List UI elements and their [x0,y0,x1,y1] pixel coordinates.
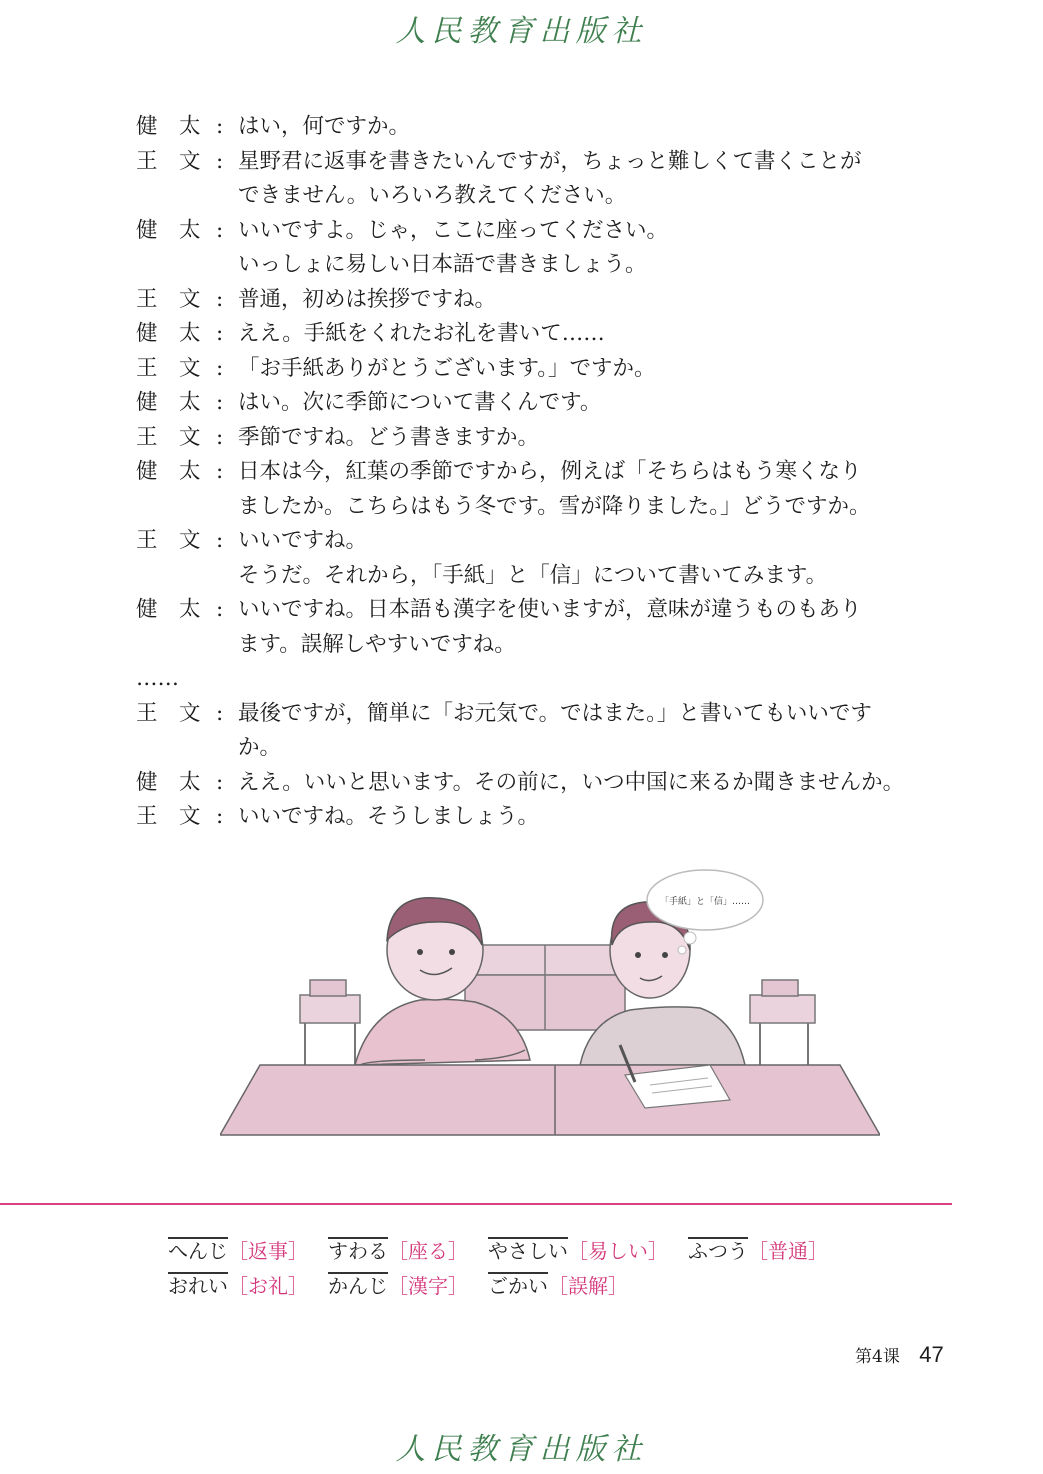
speaker-colon: : [216,597,224,622]
speaker-colon: : [216,528,224,553]
bubble-text: 「手紙」と「信」…… [659,897,751,907]
utterance [238,214,956,283]
dialogue-line [136,214,956,283]
speaker-name: 健 太 [136,390,201,415]
utterance-line: ええ。手紙をくれたお礼を書いて…… [238,321,605,346]
dialogue-line [136,766,956,801]
dialogue-line [136,110,956,145]
utterance [238,283,956,318]
utterance-line: 星野君に返事を書きたいんですが，ちょっと難しくて書くことが [238,148,862,174]
utterance-line: 「お手紙ありがとうございます。」ですか。 [238,355,656,381]
utterance-line: できません。いろいろ教えてください。 [238,183,627,208]
utterance [238,352,956,387]
speaker-name: 健 太 [136,321,201,346]
utterance-line: いいですね。そうしましょう。 [238,804,540,829]
vocabulary-kanji: ［お礼］ [228,1274,308,1298]
dialogue-line [136,317,956,352]
utterance-line: いいですよ。じゃ，ここに座ってください。 [238,217,669,243]
vocabulary-item [168,1269,308,1304]
vocabulary-item [688,1234,828,1269]
utterance-line: はい。次に季節について書くんです。 [238,390,602,415]
speaker-name: 王 文 [136,528,201,553]
vocabulary-kanji: ［誤解］ [548,1274,628,1298]
speaker-name: 王 文 [136,804,201,829]
utterance-line: 普通，初めは挨拶ですね。 [238,286,497,312]
dialogue-line [136,421,956,456]
speaker-name: 健 太 [136,769,201,795]
right-desk [750,995,815,1023]
vocabulary-reading: かんじ [328,1274,388,1298]
vocabulary-kanji: ［易しい］ [568,1239,668,1263]
speaker-name: 王 文 [136,286,201,312]
divider-line [0,1203,952,1205]
vocabulary-item [328,1269,468,1304]
speaker-name: 健 太 [136,597,201,622]
utterance-line: 日本は今，紅葉の季節ですから，例えば「そちらはもう寒くなり [238,459,862,484]
classroom-illustration [220,860,880,1140]
dialogue-line [136,145,956,214]
utterance-line: はい，何ですか。 [238,114,411,139]
utterance-line: ましたか。こちらはもう冬です。雪が降りました。」どうですか。 [238,493,871,519]
vocabulary-row [168,1234,848,1269]
speaker-colon: : [216,769,224,795]
vocabulary-item [168,1234,308,1269]
dialogue-line [136,800,956,835]
dialogue-line [136,283,956,318]
vocabulary-kanji: ［漢字］ [388,1274,468,1298]
dialogue-line [136,524,956,593]
page-footer [855,1342,944,1368]
vocabulary-item [488,1269,628,1304]
utterance [238,524,956,593]
vocabulary-reading: すわる [328,1239,388,1263]
vocabulary-reading: おれい [168,1274,228,1298]
speaker-name: 王 文 [136,148,201,174]
utterance [238,386,956,421]
utterance [238,593,956,662]
utterance [238,697,956,766]
utterance-line: か。 [238,735,282,760]
vocabulary-item [328,1234,468,1269]
speaker-colon: : [216,114,224,139]
speaker-colon: : [216,459,224,484]
utterance [238,421,956,456]
front-table [220,1065,880,1135]
speaker-name: 健 太 [136,217,201,243]
vocabulary-row [168,1269,848,1304]
vocabulary-reading: ふつう [688,1239,748,1263]
speaker-name: 王 文 [136,355,201,381]
speaker-colon: : [216,148,224,174]
page-number: 47 [919,1342,944,1367]
speaker-colon: : [216,804,224,829]
utterance [238,455,956,524]
dialogue [136,110,956,835]
speaker-name: 王 文 [136,700,201,726]
utterance [238,766,956,801]
speaker-name: 健 太 [136,114,201,139]
utterance-line: ます。誤解しやすいですね。 [238,631,516,657]
vocabulary-reading: やさしい [488,1239,568,1263]
speaker-colon: : [216,286,224,312]
utterance-line: ええ。いいと思います。その前に，いつ中国に来るか聞きませんか。 [238,769,905,795]
speaker-colon: : [216,700,224,726]
speaker-name: 王 文 [136,424,201,450]
speaker-colon: : [216,355,224,381]
vocabulary-kanji: ［返事］ [228,1239,308,1263]
utterance-line: いいですね。日本語も漢字を使いますが，意味が違うものもあり [238,597,862,622]
speaker-colon: : [216,217,224,243]
vocabulary-reading: へんじ [168,1239,228,1263]
dialogue-line [136,455,956,524]
utterance [238,317,956,352]
utterance [238,145,956,214]
utterance-line: そうだ。それから，「手紙」と「信」について書いてみます。 [238,562,828,588]
publisher-logo-top: 人民教育出版社 [395,14,648,49]
speaker-name: 健 太 [136,459,201,484]
utterance-line: 最後ですが，簡単に「お元気で。ではまた。」と書いてもいいです [238,700,872,726]
vocabulary-kanji: ［座る］ [388,1239,468,1263]
speaker-colon: : [216,321,224,346]
utterance [238,800,956,835]
dialogue-line [136,352,956,387]
speaker-colon: : [216,424,224,450]
left-desk [300,995,360,1023]
vocabulary-reading: ごかい [488,1274,548,1298]
dialogue-line [136,386,956,421]
utterance-line: 季節ですね。どう書きますか。 [238,424,540,450]
publisher-logo-bottom: 人民教育出版社 [395,1432,648,1467]
dialogue-line [136,697,956,766]
lesson-label: 第4课 [855,1347,900,1367]
ellipsis: …… [136,666,179,691]
utterance-line: いっしょに易しい日本語で書きましょう。 [238,252,647,277]
utterance-line: いいですね。 [238,528,368,553]
vocabulary-item [488,1234,668,1269]
utterance [238,110,956,145]
vocabulary-list [168,1234,848,1304]
dialogue-line [136,593,956,662]
speaker-colon: : [216,390,224,415]
vocabulary-kanji: ［普通］ [748,1239,828,1263]
